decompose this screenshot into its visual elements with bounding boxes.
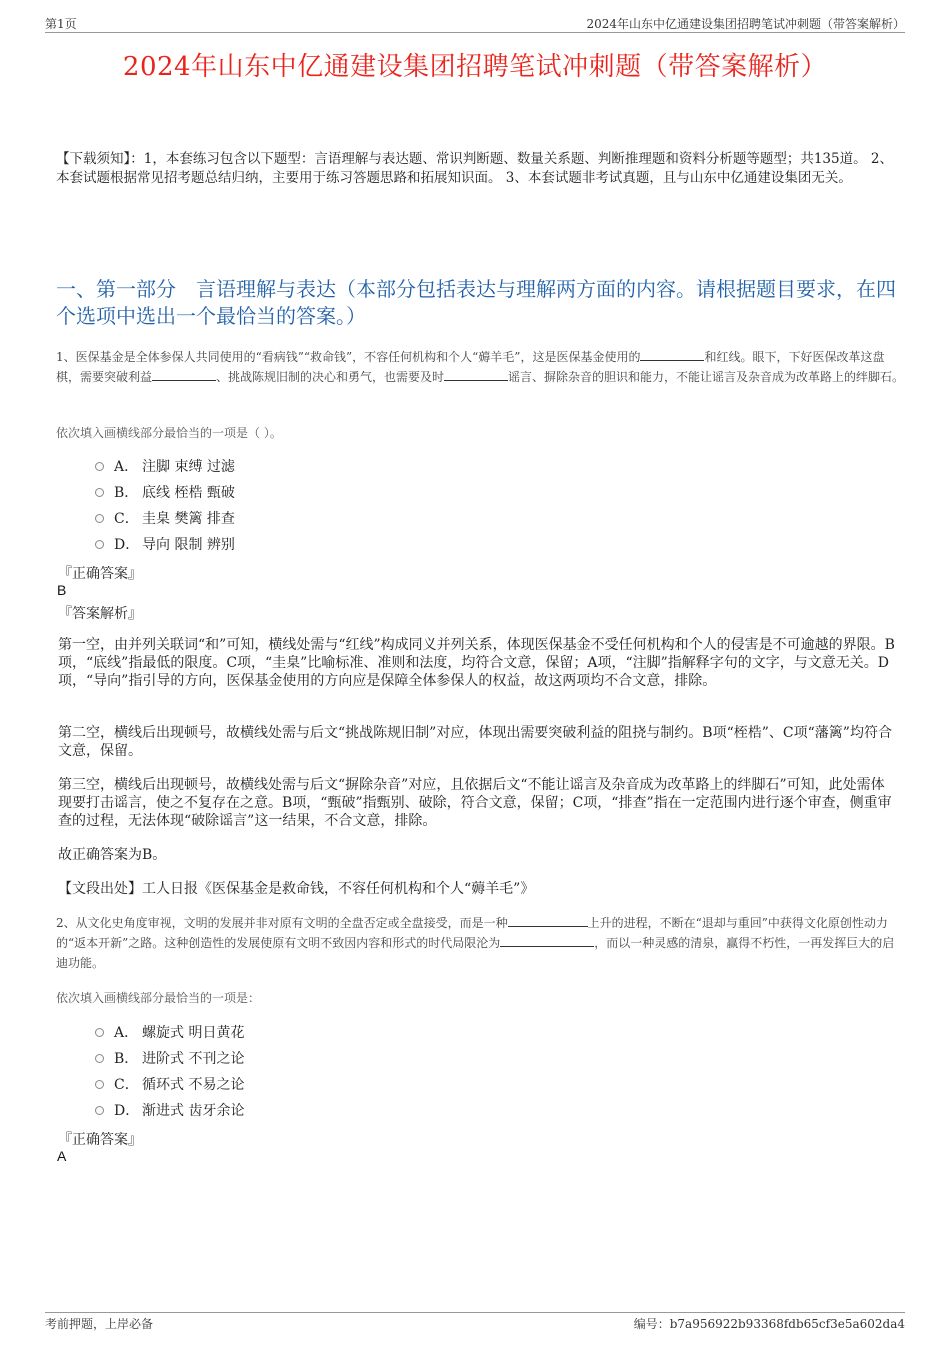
analysis-paragraph-2: 第二空，横线后出现顿号，故横线处需与后文“挑战陈规旧制”对应，体现出需要突破利益的阻挠与制约。B项“桎梏”、C项“藩篱”均符合文意，保留。 bbox=[58, 725, 892, 759]
answer-label: 『正确答案』 bbox=[58, 1132, 142, 1148]
radio-icon[interactable] bbox=[95, 1028, 104, 1037]
blank-1 bbox=[508, 914, 588, 927]
download-notice: 【下载须知】：1，本套练习包含以下题型：言语理解与表达题、常识判断题、数量关系题、判断推理题和资料分析题等题型；共135道。 2、本套试题根据常见招考题总结归纳，主要用于练习答题思路和拓展知识面。 3、本套试题非考试真题，且与山东中亿通建设集团无关。 bbox=[56, 151, 893, 186]
answer-label: 『正确答案』 bbox=[58, 566, 142, 582]
footer-slogan: 考前押题，上岸必备 bbox=[45, 1317, 154, 1331]
blank-2 bbox=[500, 934, 594, 947]
option-a[interactable]: A． 螺旋式 明日黄花 bbox=[95, 1019, 244, 1045]
radio-icon[interactable] bbox=[95, 540, 104, 549]
header-doc-title: 2024年山东中亿通建设集团招聘笔试冲刺题（带答案解析） bbox=[586, 17, 905, 31]
option-d[interactable]: D． 渐进式 齿牙余论 bbox=[95, 1097, 244, 1123]
radio-icon[interactable] bbox=[95, 488, 104, 497]
question-1-part-4: 谣言、摒除杂音的胆识和能力，不能让谣言及杂音成为改革路上的绊脚石。 bbox=[508, 370, 905, 384]
section-title: 一、第一部分 言语理解与表达（本部分包括表达与理解两方面的内容。请根据题目要求，在四个选项中选出一个最恰当的答案。） bbox=[56, 277, 896, 328]
question-1-prompt: 依次填入画横线部分最恰当的一项是（ ）。 bbox=[56, 426, 282, 440]
option-c[interactable]: C． 圭臬 樊篱 排查 bbox=[95, 505, 235, 531]
page-number: 第1页 bbox=[45, 17, 77, 31]
answer-value: A bbox=[57, 1148, 67, 1164]
page-footer bbox=[45, 1312, 905, 1331]
footer-doc-id: 编号：b7a956922b93368fdb65cf3e5a602da4 bbox=[633, 1317, 905, 1331]
question-2-part-1: 2、从文化史角度审视，文明的发展并非对原有文明的全盘否定或全盘接受，而是一种 bbox=[56, 916, 508, 930]
question-1-part-1: 1、医保基金是全体参保人共同使用的“看病钱”“救命钱”，不容任何机构和个人“薅羊毛”，这是医保基金使用的 bbox=[56, 350, 641, 364]
question-1-part-3: 、挑战陈规旧制的决心和勇气，也需要及时 bbox=[216, 370, 445, 384]
answer-value: B bbox=[57, 582, 67, 598]
option-a[interactable]: A． 注脚 束缚 过滤 bbox=[95, 453, 235, 479]
radio-icon[interactable] bbox=[95, 462, 104, 471]
radio-icon[interactable] bbox=[95, 1054, 104, 1063]
question-2-text bbox=[56, 913, 905, 973]
analysis-paragraph-3: 第三空，横线后出现顿号，故横线处需与后文“摒除杂音”对应，且依据后文“不能让谣言及杂音成为改革路上的绊脚石”可知，此处需体现要打击谣言，使之不复存在之意。B项，“甄破”指甄别、破除，符合文意，保留；C项，“排查”指在一定范围内进行逐个审查，侧重审查的过程，无法体现“破除谣言”这一结果，不合文意，排除。 bbox=[58, 777, 892, 829]
analysis-label: 『答案解析』 bbox=[58, 606, 142, 622]
radio-icon[interactable] bbox=[95, 1106, 104, 1115]
question-1-options bbox=[95, 453, 235, 557]
question-2-options bbox=[95, 1019, 244, 1123]
blank-3 bbox=[444, 368, 508, 381]
analysis-conclusion: 故正确答案为B。 bbox=[58, 847, 167, 863]
page-header bbox=[45, 14, 905, 33]
page-title: 2024年山东中亿通建设集团招聘笔试冲刺题（带答案解析） bbox=[122, 52, 828, 82]
option-b[interactable]: B． 底线 桎梏 甄破 bbox=[95, 479, 235, 505]
radio-icon[interactable] bbox=[95, 1080, 104, 1089]
question-2-prompt: 依次填入画横线部分最恰当的一项是： bbox=[56, 991, 261, 1005]
blank-1 bbox=[640, 348, 704, 361]
question-2-part-3: ，而以一种灵感的清泉，赢得不朽性，一再发挥巨大的启迪功能。 bbox=[56, 936, 895, 970]
blank-2 bbox=[152, 368, 216, 381]
question-1-part-2: 和红线。眼下，下好医保改革这盘棋，需要突破利益 bbox=[56, 350, 885, 384]
option-c[interactable]: C． 循环式 不易之论 bbox=[95, 1071, 244, 1097]
question-1-text bbox=[56, 347, 905, 387]
analysis-paragraph-1: 第一空，由并列关联词“和”可知，横线处需与“红线”构成同义并列关系，体现医保基金不受任何机构和个人的侵害是不可逾越的界限。B项，“底线”指最低的限度。C项，“圭臬”比喻标准、准则和法度，均符合文意，保留；A项，“注脚”指解释字句的文字，与文意无关。D项，“导向”指引导的方向，医保基金使用的方向应是保障全体参保人的权益，故这两项均不合文意，排除。 bbox=[58, 637, 895, 689]
question-2-part-2: 上升的进程，不断在“退却与重回”中获得文化原创性动力的“返本开新”之路。这种创造性的发展使原有文明不致因内容和形式的时代局限沦为 bbox=[56, 916, 888, 950]
option-d[interactable]: D． 导向 限制 辨别 bbox=[95, 531, 235, 557]
source-citation: 【文段出处】工人日报《医保基金是救命钱，不容任何机构和个人“薅羊毛”》 bbox=[58, 881, 535, 897]
radio-icon[interactable] bbox=[95, 514, 104, 523]
option-b[interactable]: B． 进阶式 不刊之论 bbox=[95, 1045, 244, 1071]
